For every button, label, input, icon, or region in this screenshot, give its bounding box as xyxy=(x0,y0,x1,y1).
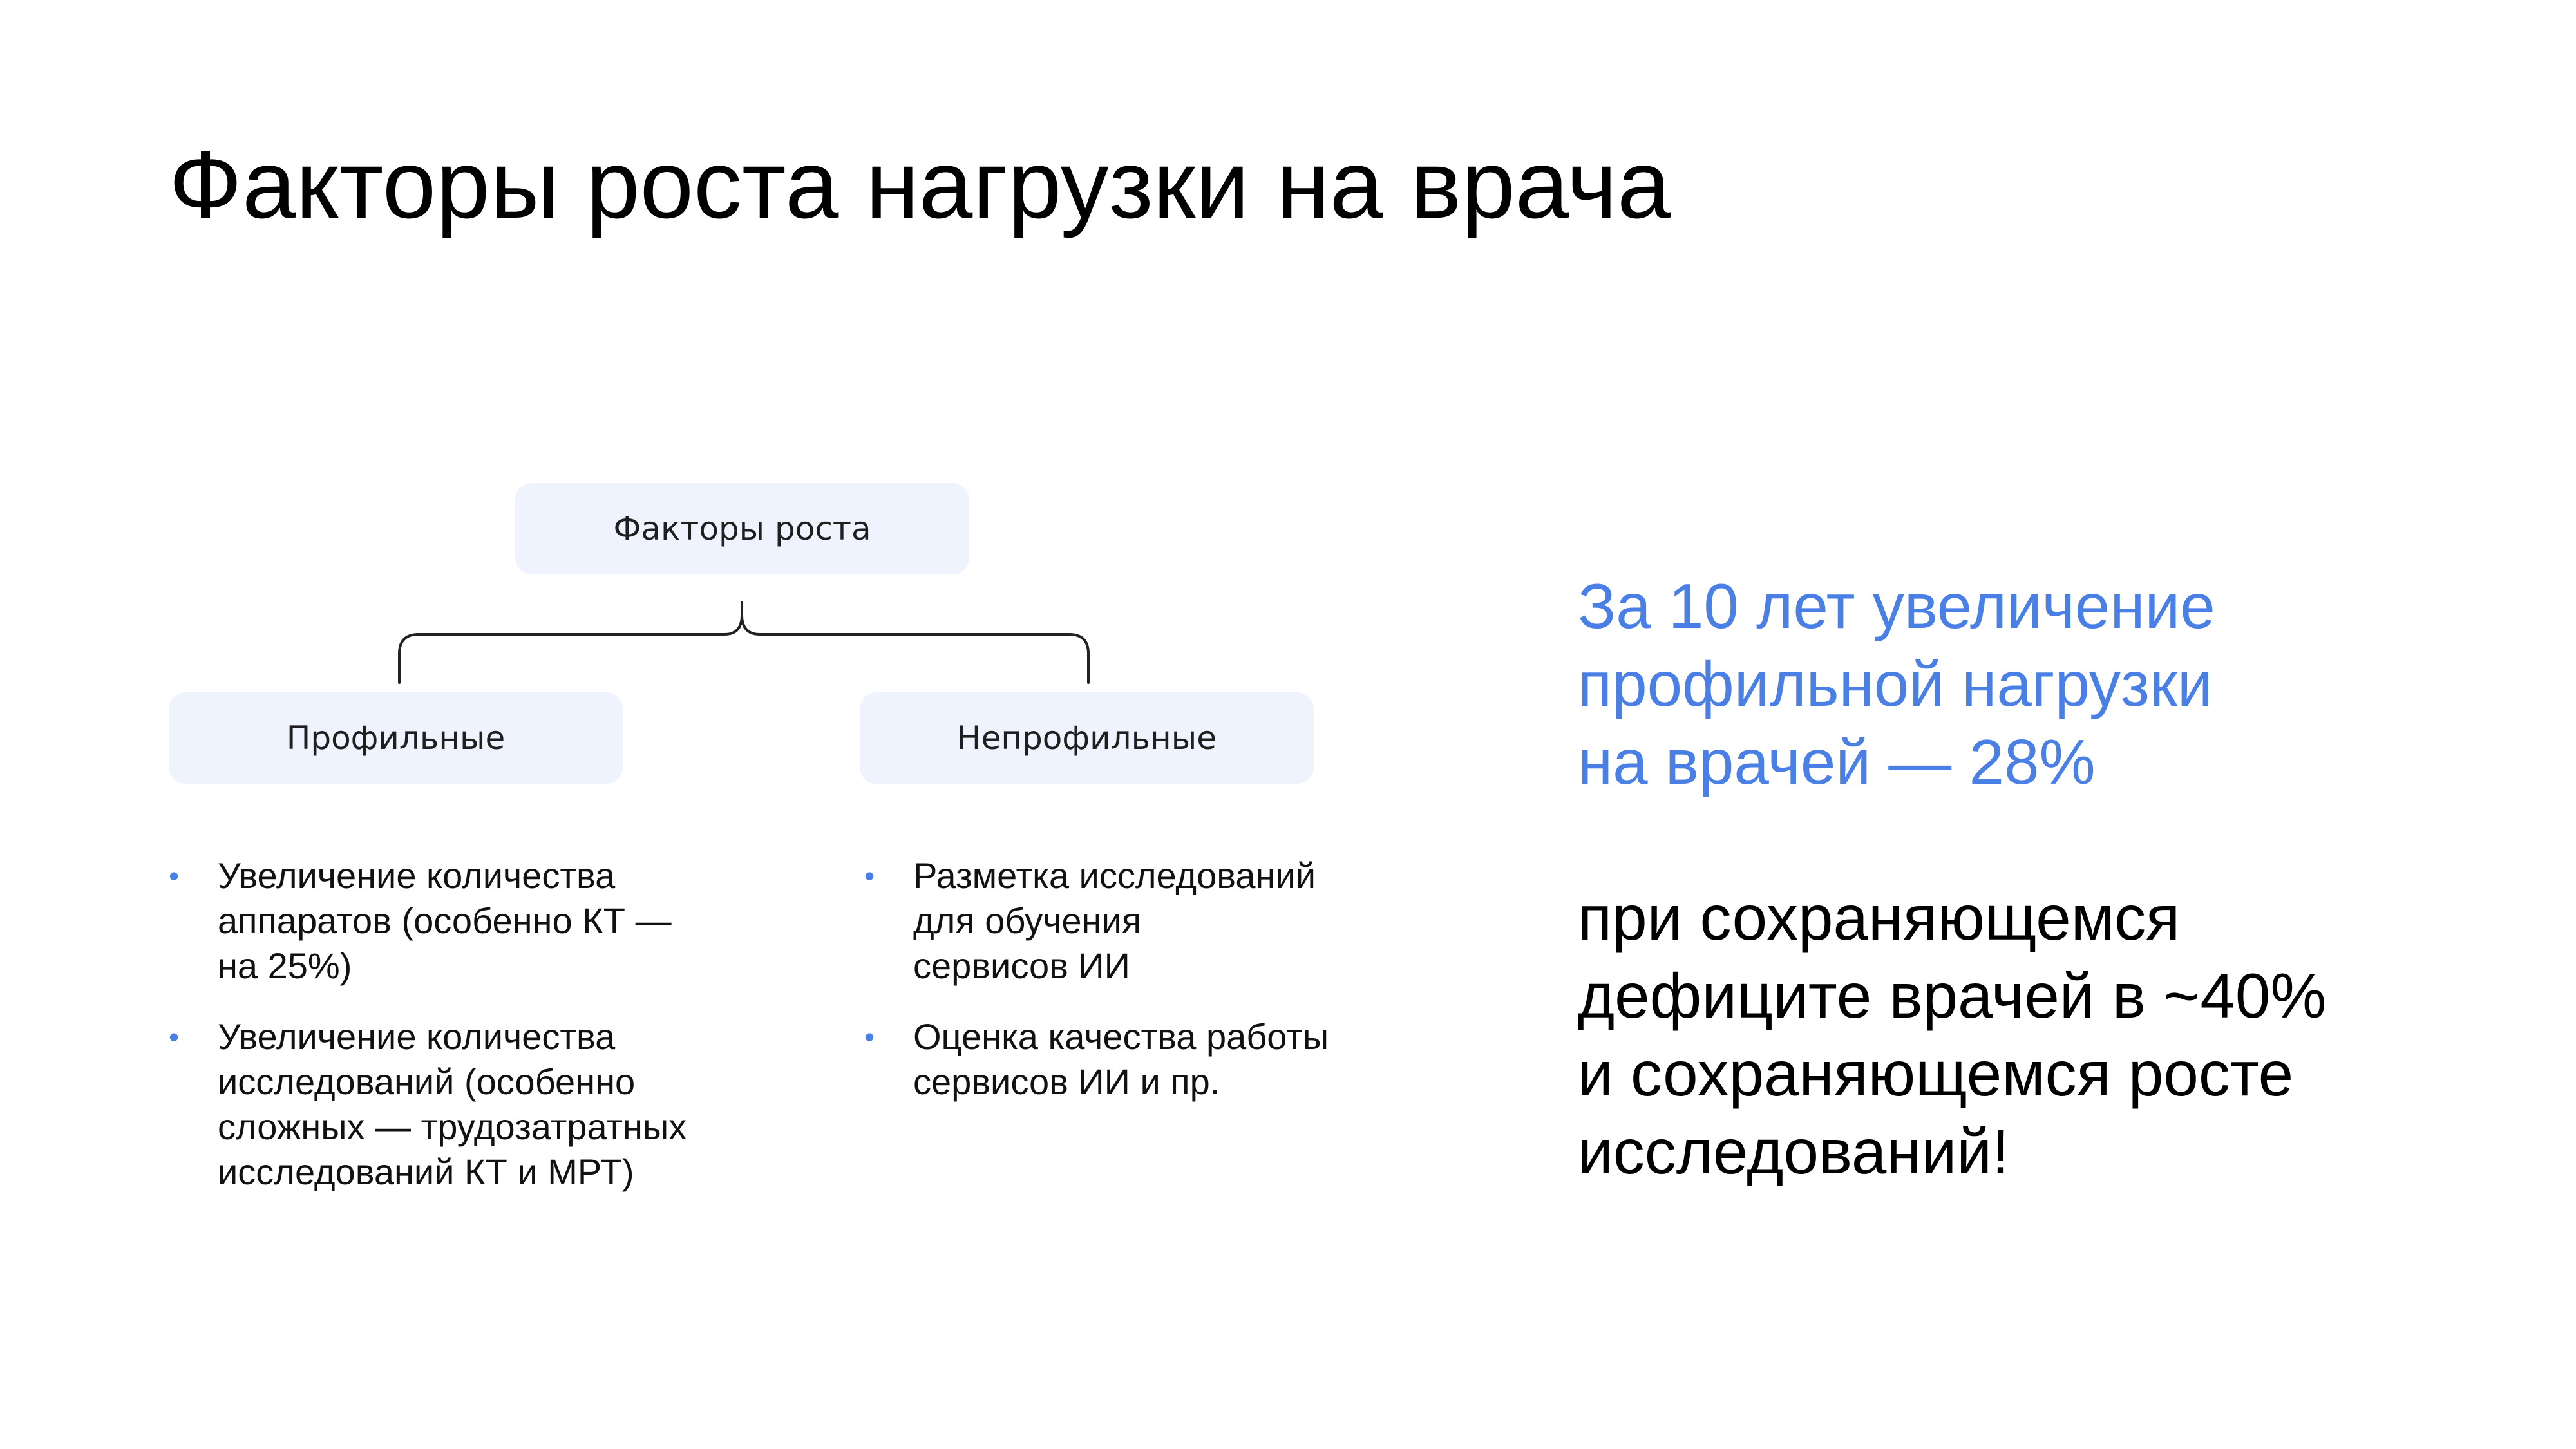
slide-title: Факторы роста нагрузки на врача xyxy=(169,130,1671,238)
profile-bullet-list xyxy=(169,853,748,1220)
list-item xyxy=(864,1014,1444,1104)
root-node-box xyxy=(515,483,969,574)
side-note-highlight: За 10 лет увеличение профильной нагрузки на врачей — 28% xyxy=(1578,571,2215,797)
bullet-text: Увеличение количества исследований (особенно сложных — трудозатратных исследований КТ и МРТ) xyxy=(218,1016,687,1192)
bullet-dot-icon: • xyxy=(864,1020,875,1054)
bullet-text: Разметка исследований для обучения сервисов ИИ xyxy=(913,855,1316,986)
list-item xyxy=(169,1014,748,1195)
bullet-text: Оценка качества работы сервисов ИИ и пр. xyxy=(913,1016,1329,1102)
nonprofile-bullet-list xyxy=(864,853,1444,1130)
side-note-text: при сохраняющемся дефиците врачей в ~40% и сохраняющемся росте исследований! xyxy=(1578,882,2327,1187)
root-node-label: Факторы роста xyxy=(613,510,871,547)
branch-label-nonprofile: Непрофильные xyxy=(957,719,1217,757)
branch-label-profile: Профильные xyxy=(286,719,506,757)
bullet-dot-icon: • xyxy=(864,859,875,893)
list-item xyxy=(864,853,1444,989)
bullet-dot-icon: • xyxy=(169,1020,180,1054)
bullet-dot-icon: • xyxy=(169,859,180,893)
list-item xyxy=(169,853,748,989)
side-note xyxy=(1578,489,2544,1269)
brace-path xyxy=(399,602,1088,683)
branch-box-profile xyxy=(169,692,623,784)
bullet-text: Увеличение количества аппаратов (особенно КТ — на 25%) xyxy=(218,855,672,986)
branch-box-nonprofile xyxy=(860,692,1314,784)
